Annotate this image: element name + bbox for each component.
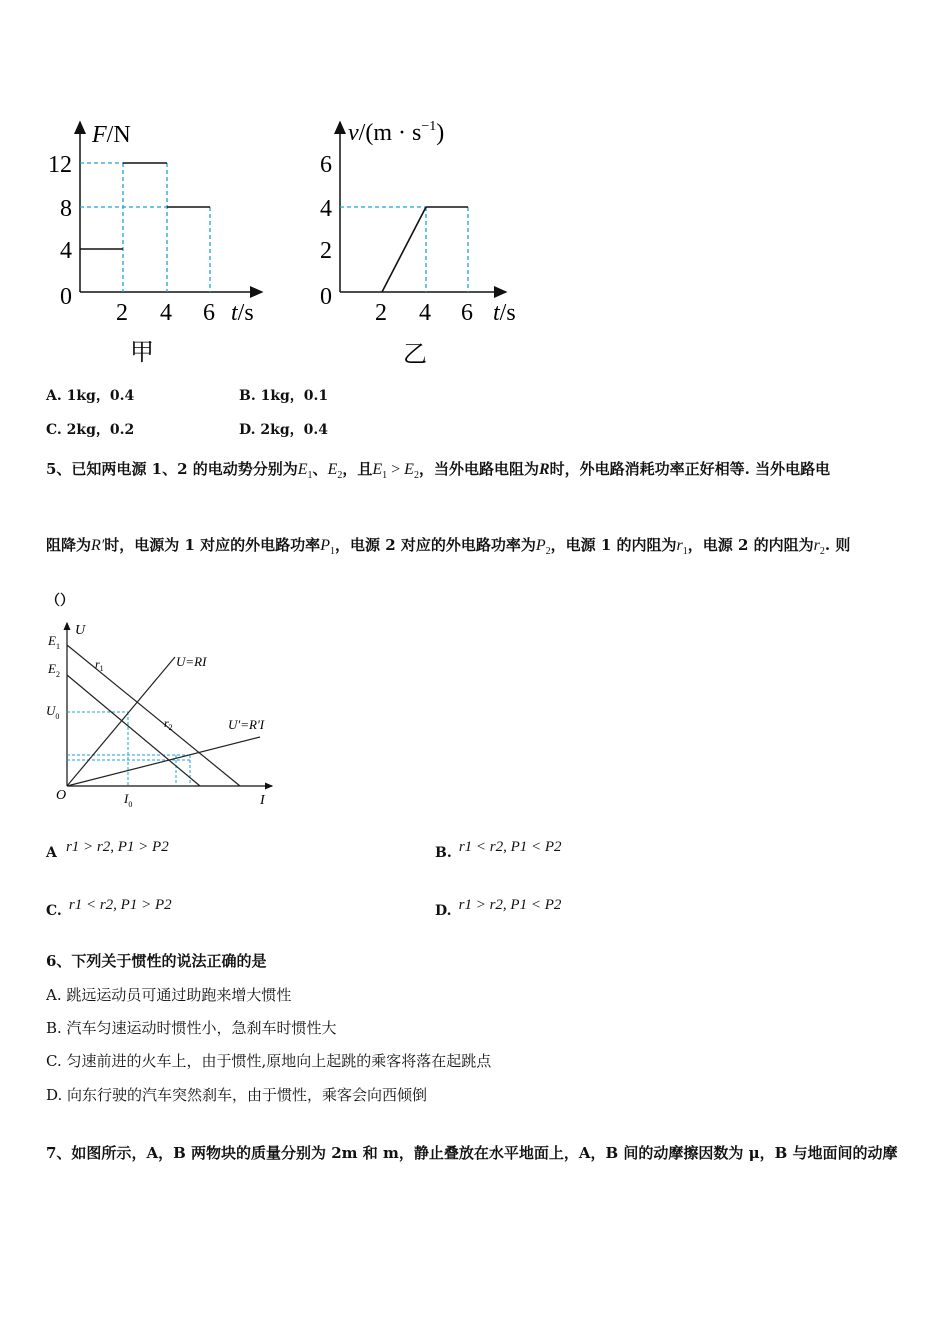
origin-label: O [56,788,67,803]
q4-option-c[interactable]: C. 2kg，0.2 [46,422,135,438]
q4-option-a[interactable]: A. 1kg，0.4 [46,388,135,404]
x-tick: 6 [203,300,215,326]
q5-stem-line1: 5、已知两电源 1、2 的电动势分别为$E_1$、$E_2$，且$E_1 > E_2$，当外电路电阻为R时，外电路消耗功率正好相等. 当外电路电 [46,460,831,482]
y-axis-label: F/N [92,122,131,148]
x-axis-label: t/s [493,300,516,326]
q7-stem: 7、如图所示，A，B 两物块的质量分别为 2m 和 m，静止叠放在水平地面上，A，B 间的动摩擦因数为 μ，B 与地面间的动摩 [46,1144,898,1162]
x-tick: 4 [419,300,431,326]
q6-option-b[interactable]: B. 汽车匀速运动时惯性小，急刹车时惯性大 [46,1019,337,1037]
y-axis-label: $v/(m \cdot s^{-1})$ [348,119,445,146]
i0-label: $I_0$ [124,791,133,809]
q5-option-a[interactable]: A r1 > r2, P1 > P2 [46,839,169,861]
q5-option-c[interactable]: C. r1 < r2, P1 > P2 [46,897,172,919]
x-tick: 4 [160,300,172,326]
x-tick: 2 [116,300,128,326]
q6-stem: 6、下列关于惯性的说法正确的是 [46,952,267,970]
velocity-line [382,207,468,292]
q5-stem-line2: 阻降为R′时，电源为 1 对应的外电路功率$P_1$，电源 2 对应的外电路功率为$P_2$，电源 1 的内阻为$r_1$，电源 2 的内阻为$r_2$. 则 [46,536,851,558]
graph-caption: 乙 [403,340,427,368]
force-time-graph [40,110,280,370]
q6-option-d[interactable]: D. 向东行驶的汽车突然刹车，由于惯性，乘客会向西倾倒 [46,1086,428,1104]
y-tick: 12 [48,152,72,178]
q6-option-c[interactable]: C. 匀速前进的火车上，由于惯性,原地向上起跳的乘客将落在起跳点 [46,1052,492,1070]
y-tick: 4 [60,238,72,264]
graph-caption: 甲 [130,338,154,366]
q4-option-d[interactable]: D. 2kg，0.4 [239,422,328,438]
q5-option-b[interactable]: B. r1 < r2, P1 < P2 [435,839,562,861]
y-tick: 2 [320,238,332,264]
i-axis-label: I [260,793,265,808]
velocity-time-graph [300,110,540,370]
q6-option-a[interactable]: A. 跳远运动员可通过助跑来增大惯性 [46,986,292,1004]
u-axis-label: U [75,623,86,638]
line-u-rprime-i-label: U′=R′I [228,717,265,732]
q5-option-d[interactable]: D. r1 > r2, P1 < P2 [435,897,562,919]
y-tick: 0 [60,284,72,310]
u0-label: $U_0$ [46,703,60,721]
force-steps [80,163,210,249]
y-tick: 6 [320,152,332,178]
u-i-graph [40,615,290,815]
x-tick: 2 [375,300,387,326]
e2-label: $E_2$ [48,661,60,679]
x-tick: 6 [461,300,473,326]
y-tick: 4 [320,196,332,222]
x-axis-label: t/s [231,300,254,326]
r2-label: $r_2$ [164,716,173,732]
e1-label: $E_1$ [48,633,60,651]
q5-answer-blank: （） [46,593,74,609]
q4-option-b[interactable]: B. 1kg，0.1 [239,388,329,404]
line-u-ri-label: U=RI [176,654,207,669]
r1-label: $r_1$ [95,657,104,673]
y-tick: 0 [320,284,332,310]
y-tick: 8 [60,196,72,222]
dashed-guides [80,163,210,292]
